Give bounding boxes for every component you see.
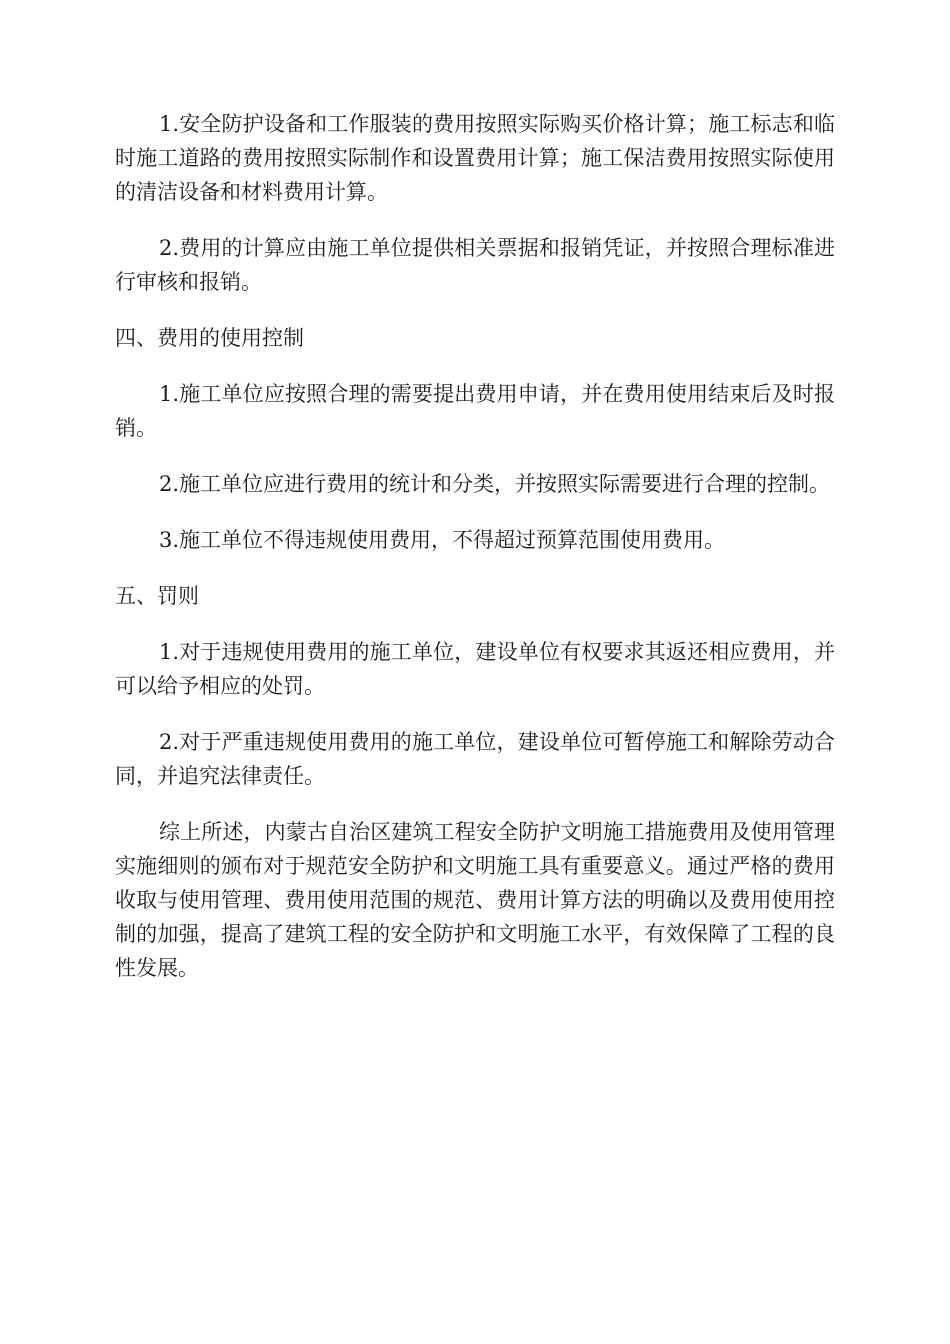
paragraph-penalty-2: 2.对于严重违规使用费用的施工单位，建设单位可暂停施工和解除劳动合同，并追究法律责任。	[115, 730, 835, 788]
document-page	[115, 107, 835, 985]
paragraph-cost-calculation-basis: 1.安全防护设备和工作服装的费用按照实际购买价格计算；施工标志和临时施工道路的费用按照实际制作和设置费用计算；施工保洁费用按照实际使用的清洁设备和材料费用计算。	[115, 112, 835, 204]
section-heading-penalties: 五、罚则	[115, 584, 199, 608]
paragraph-conclusion: 综上所述，内蒙古自治区建筑工程安全防护文明施工措施费用及使用管理实施细则的颁布对于规范安全防护和文明施工具有重要意义。通过严格的费用收取与使用管理、费用使用范围的规范、费用计算方法的明确以及费用使用控制的加强，提高了建筑工程的安全防护和文明施工水平，有效保障了工程的良性发展。	[115, 820, 835, 980]
paragraph-usage-control-1: 1.施工单位应按照合理的需要提出费用申请，并在费用使用结束后及时报销。	[115, 382, 835, 440]
paragraph-penalty-1: 1.对于违规使用费用的施工单位，建设单位有权要求其返还相应费用，并可以给予相应的处罚。	[115, 640, 835, 698]
paragraph-cost-reimbursement: 2.费用的计算应由施工单位提供相关票据和报销凭证，并按照合理标准进行审核和报销。	[115, 236, 835, 294]
section-heading-usage-control: 四、费用的使用控制	[115, 326, 304, 350]
paragraph-usage-control-2: 2.施工单位应进行费用的统计和分类，并按照实际需要进行合理的控制。	[159, 472, 831, 496]
paragraph-usage-control-3: 3.施工单位不得违规使用费用，不得超过预算范围使用费用。	[159, 528, 726, 552]
